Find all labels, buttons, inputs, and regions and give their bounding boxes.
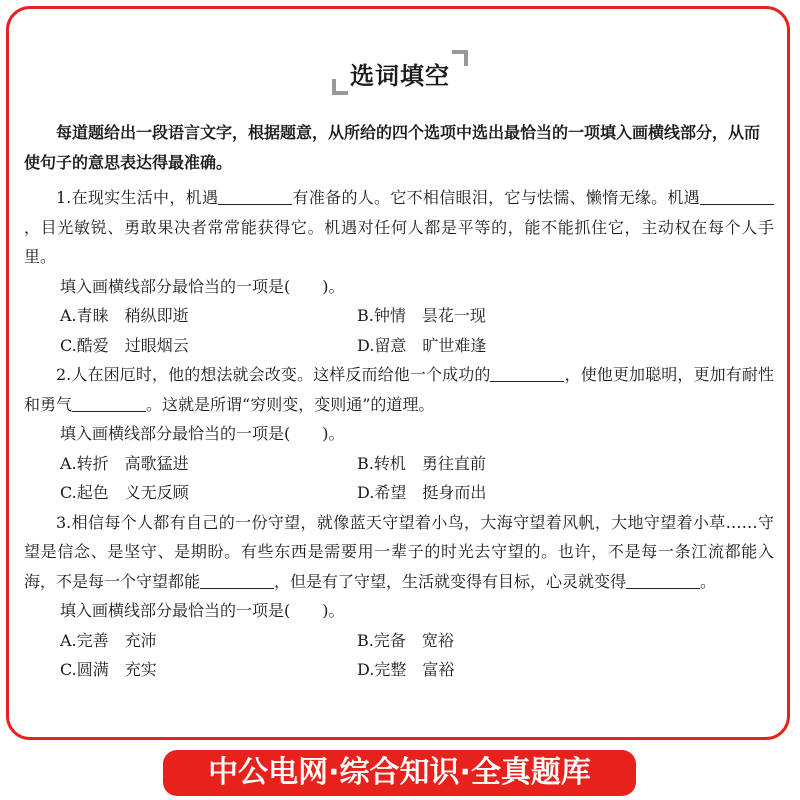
question-3-stem: 填入画横线部分最恰当的一项是( )。	[60, 601, 345, 620]
question-1-text: 1.在现实生活中，机遇 有准备的人。它不相信眼泪，它与怯懦、懒惰无缘。机遇，目光敏锐、勇敢果决者常常能获得它。机遇对任何人都是平等的，能不能抓住它，主动权在每个人手里。	[24, 188, 774, 266]
option-b: B.完备 宽裕	[357, 630, 454, 650]
option-c: C.起色 义无反顾	[60, 483, 189, 502]
option-c: C.酷爱 过眼烟云	[60, 335, 189, 355]
option-a: A.青睐 稍纵即逝	[60, 306, 189, 325]
question-3-options	[24, 626, 774, 685]
question-1-stem: 填入画横线部分最恰当的一项是( )。	[60, 276, 345, 296]
option-a: A.完善 充沛	[60, 630, 157, 650]
option-b: B.钟情 昙花一现	[357, 306, 486, 325]
answer-blank	[626, 570, 700, 589]
answer-blank	[700, 186, 774, 205]
answer-blank	[490, 363, 564, 382]
answer-blank	[72, 393, 146, 412]
instructions: 每道题给出一段语言文字，根据题意，从所给的四个选项中选出最恰当的一项填入画横线部分，从而使句子的意思表达得最准确。	[24, 123, 761, 172]
document-body	[24, 118, 774, 685]
option-c: C.圆满 充实	[60, 660, 157, 679]
question-2-stem: 填入画横线部分最恰当的一项是( )。	[60, 424, 345, 443]
corner-bracket-icon	[332, 79, 348, 95]
question-1-options	[24, 301, 774, 360]
title-block	[0, 50, 800, 97]
option-d: D.希望 挺身而出	[357, 483, 487, 502]
option-d: D.完整 富裕	[357, 660, 455, 679]
corner-bracket-icon	[452, 50, 468, 66]
question-2-text: 2.人在困厄时，他的想法就会改变。这样反而给他一个成功的 ，使他更加聪明，更加有耐性和勇气 。这就是所谓“穷则变，变则通”的道理。	[24, 365, 774, 414]
section-title: 选词填空	[332, 50, 468, 97]
option-b: B.转机 勇往直前	[357, 453, 486, 473]
answer-blank	[218, 186, 292, 205]
footer-banner: 中公电网·综合知识·全真题库	[163, 750, 636, 796]
question-3-text: 3.相信每个人都有自己的一份守望，就像蓝天守望着小鸟，大海守望着风帆，大地守望着小草……守望是信念、是坚守、是期盼。有些东西是需要用一辈子的时光去守望的。也许，不是每一条江流都能入海，不是每一个守望都能 ，但是有了守望，生活就变得有目标，心灵就变得 。	[24, 512, 774, 591]
option-a: A.转折 高歌猛进	[60, 453, 189, 473]
question-2-options	[24, 449, 774, 508]
answer-blank	[200, 570, 274, 589]
option-d: D.留意 旷世难逢	[357, 335, 487, 355]
